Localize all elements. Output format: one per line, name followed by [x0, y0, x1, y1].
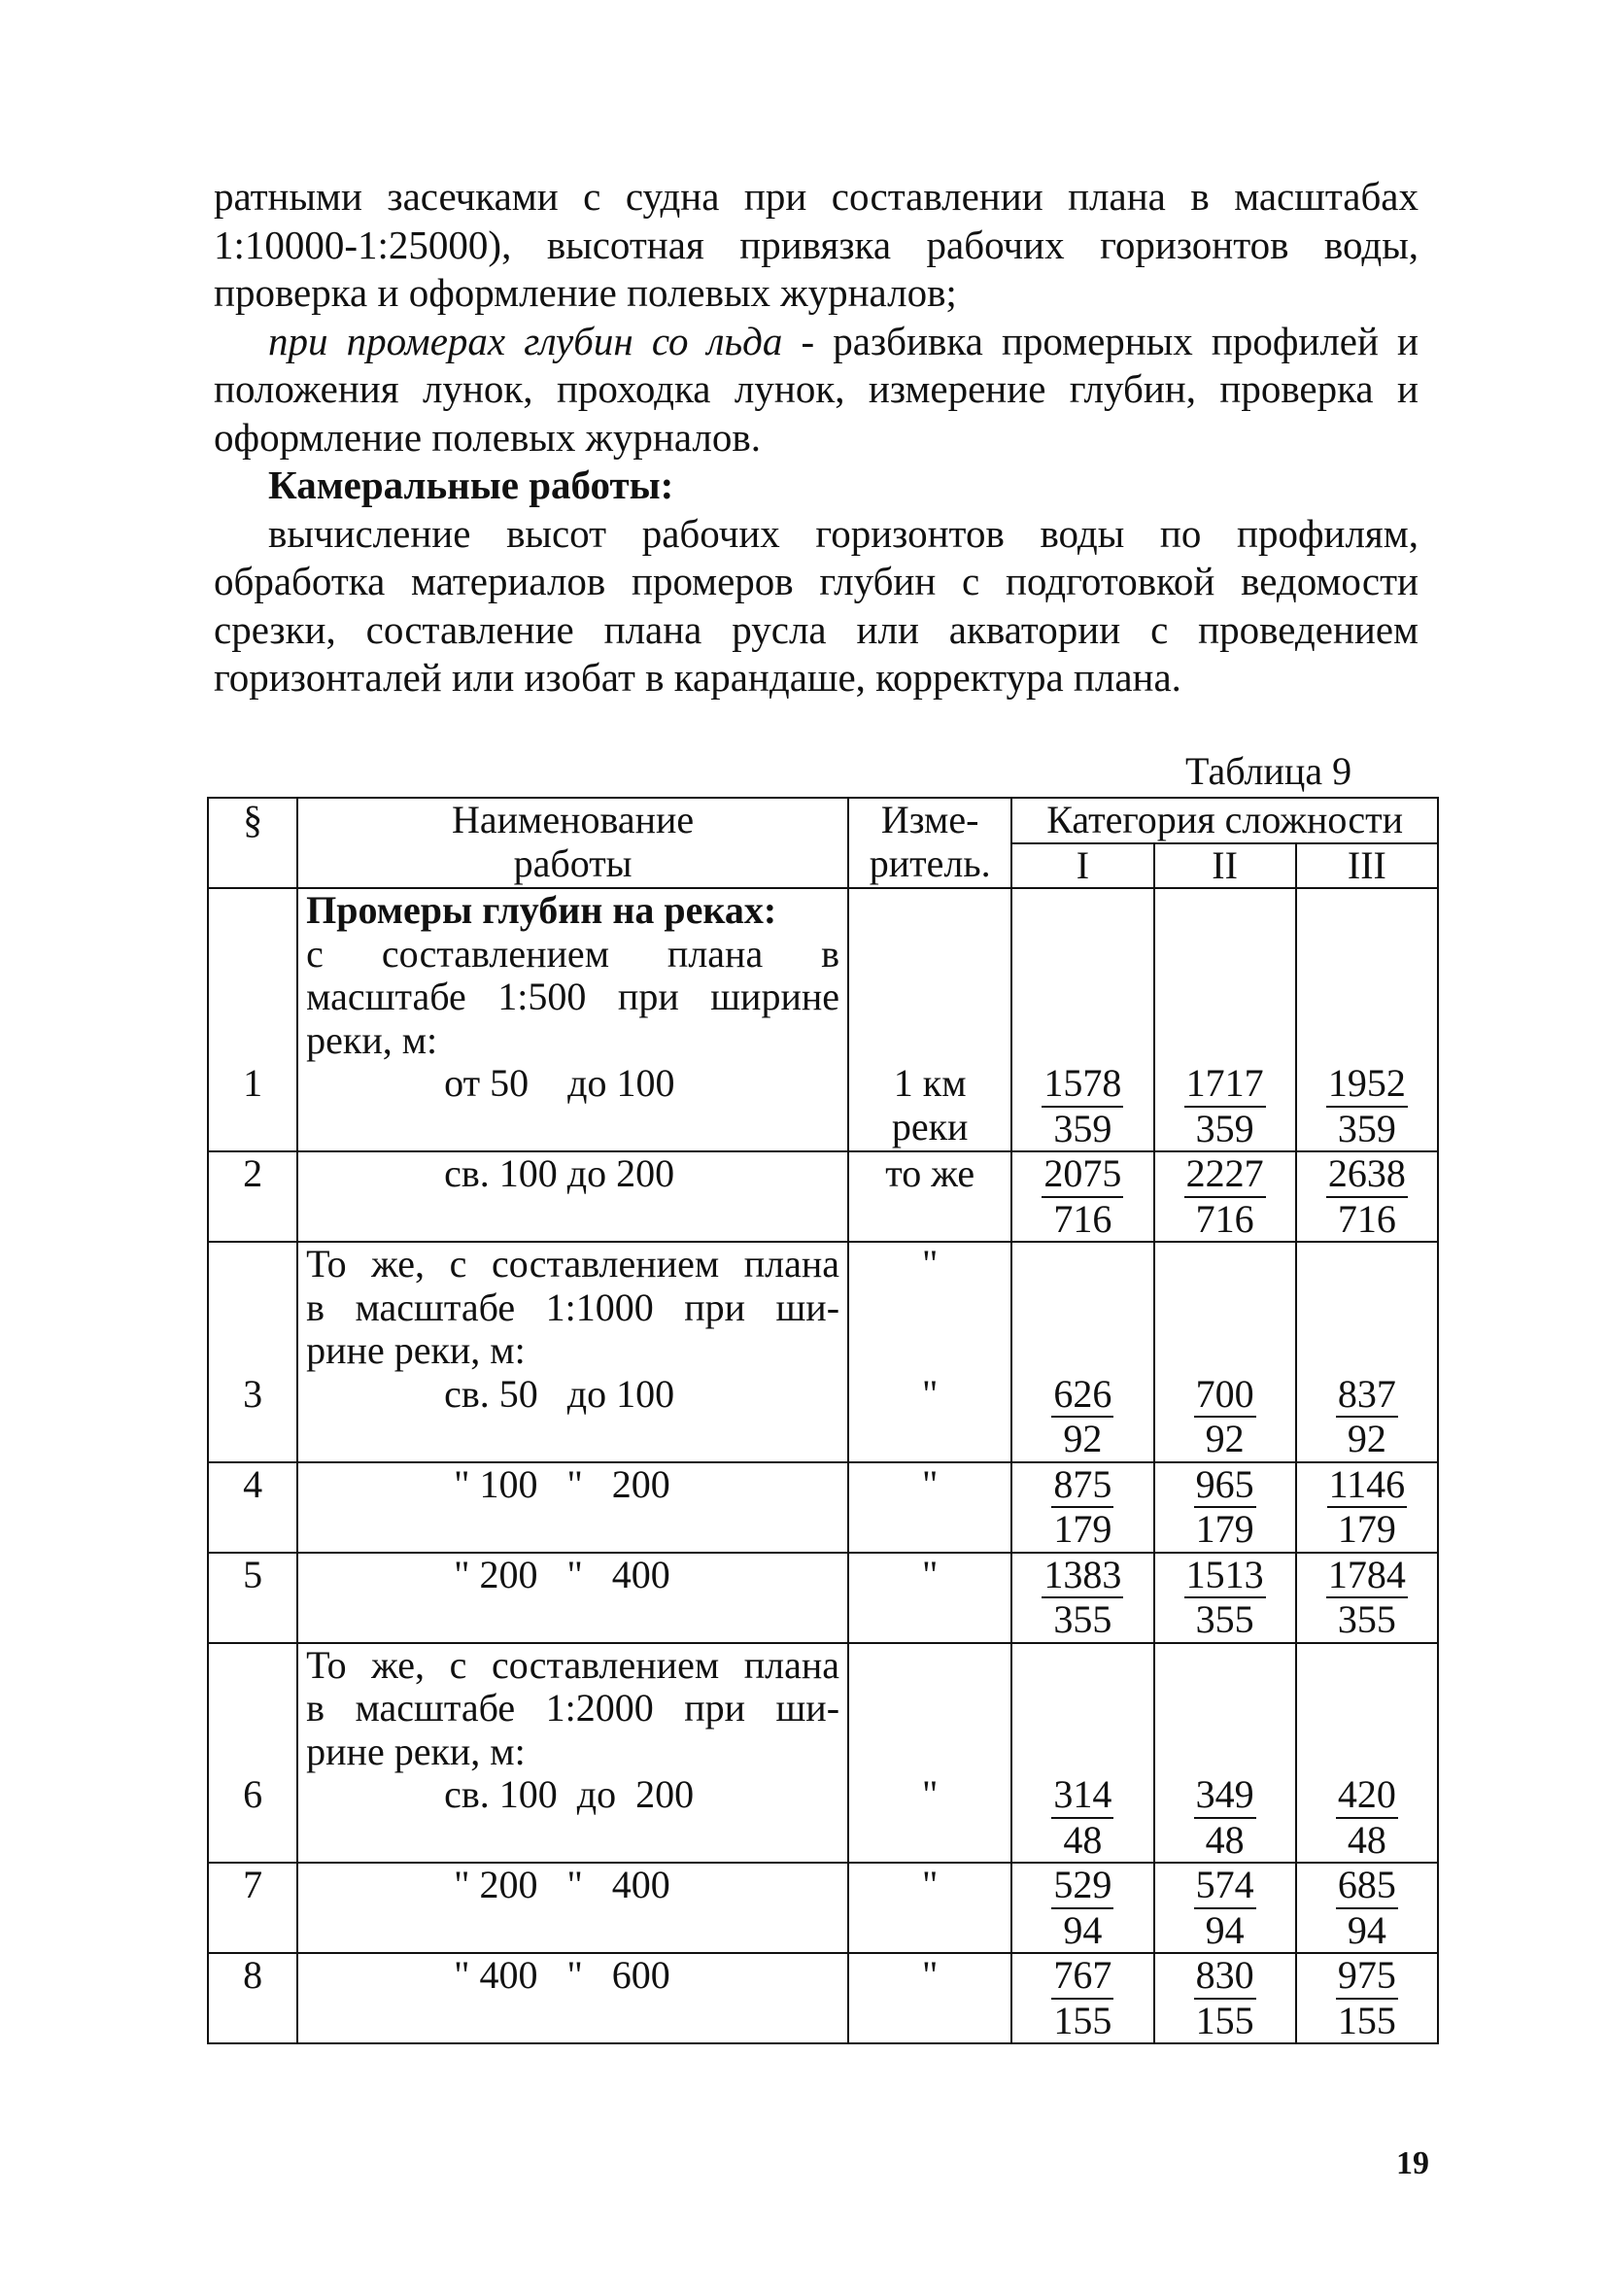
- value-fraction: $\frac{767}{155}$: [1053, 1953, 1112, 2042]
- value-fraction: $\frac{1717}{359}$: [1185, 1061, 1264, 1150]
- unit-cell: [848, 1242, 1011, 1462]
- header-cat-1: I: [1011, 843, 1153, 889]
- value-cell-cat2: [1154, 1462, 1296, 1553]
- paragraph-2-italic: при промерах глубин со льда: [268, 318, 783, 363]
- value-fraction: $\frac{2227}{716}$: [1185, 1151, 1264, 1241]
- work-range: св. 100 до 200: [444, 1151, 675, 1195]
- work-name-cell: [297, 1953, 848, 2043]
- value-fraction: $\frac{685}{94}$: [1337, 1863, 1396, 1952]
- table-row: [208, 1462, 1438, 1553]
- work-name-cell: [297, 1242, 848, 1462]
- group-line: реки, м:: [306, 1017, 438, 1062]
- header-paragraph: §: [208, 798, 297, 888]
- row-number: 2: [208, 1151, 297, 1242]
- value-fraction: $\frac{1578}{359}$: [1043, 1061, 1122, 1150]
- header-name-line2: работы: [513, 840, 633, 885]
- work-name-cell: [297, 888, 848, 1151]
- group-title: Промеры глубин на реках:: [306, 888, 777, 932]
- paragraph-1: ратными засечками с судна при составлении плана в масштабах 1:10000-1:25000), высотная привязка рабочих горизонтов воды, проверка и оформление полевых журналов;: [214, 174, 1419, 315]
- group-unit: ": [922, 1242, 939, 1285]
- value-cell-cat3: [1296, 1863, 1438, 1953]
- value-fraction: $\frac{349}{48}$: [1195, 1772, 1254, 1862]
- unit-line1: 1 км: [893, 1061, 967, 1105]
- value-fraction: $\frac{965}{179}$: [1195, 1461, 1254, 1551]
- value-cell-cat2: [1154, 1863, 1296, 1953]
- work-range: от 50 до 100: [444, 1061, 675, 1105]
- header-cat-3: III: [1296, 843, 1438, 889]
- value-cell-cat3: [1296, 888, 1438, 1151]
- group-line: рине реки, м:: [306, 1328, 526, 1372]
- value-cell-cat1: [1011, 1643, 1153, 1864]
- value-fraction: $\frac{1784}{355}$: [1327, 1552, 1406, 1641]
- row-number: 5: [208, 1553, 297, 1643]
- value-cell-cat2: [1154, 1242, 1296, 1462]
- table-row: [208, 1953, 1438, 2043]
- value-fraction: $\frac{314}{48}$: [1053, 1772, 1112, 1862]
- value-fraction: $\frac{837}{92}$: [1337, 1371, 1396, 1460]
- value-fraction: $\frac{2638}{716}$: [1327, 1151, 1406, 1241]
- header-unit-line2: ритель.: [869, 840, 991, 885]
- paragraph-2-rest: - разбивка промерных профилей и положения лунок, проходка лунок, измерение глубин, проверка и оформление полевых журналов.: [214, 318, 1419, 460]
- unit-line1: ": [922, 1371, 939, 1416]
- work-range: " 200 " 400: [454, 1863, 670, 1906]
- value-fraction: $\frac{1513}{355}$: [1185, 1552, 1264, 1641]
- table-row: [208, 1553, 1438, 1643]
- unit-line1: ": [922, 1772, 939, 1816]
- table-row: [208, 1863, 1438, 1953]
- row-number: 4: [208, 1462, 297, 1553]
- paragraph-3: вычисление высот рабочих горизонтов воды по профилям, обработка материалов промеров глубин с подготовкой ведомости срезки, составление плана русла или акватории с проведением горизонталей или изобат в карандаше, корректура плана.: [214, 510, 1419, 700]
- work-name-cell: [297, 1462, 848, 1553]
- value-fraction: $\frac{875}{179}$: [1053, 1461, 1112, 1551]
- value-cell-cat1: [1011, 1953, 1153, 2043]
- value-cell-cat2: [1154, 1953, 1296, 2043]
- row-number: 1: [243, 1061, 263, 1105]
- group-line: с составлением плана в: [306, 931, 840, 976]
- value-cell-cat1: [1011, 1462, 1153, 1553]
- paragraph-2: [214, 318, 1419, 463]
- pricing-table: [207, 797, 1439, 2044]
- unit-cell: то же: [848, 1151, 1011, 1242]
- header-unit: [848, 798, 1011, 888]
- value-cell-cat2: [1154, 888, 1296, 1151]
- row-number-cell: [208, 1643, 297, 1864]
- value-fraction: $\frac{574}{94}$: [1195, 1863, 1254, 1952]
- unit-line2: реки: [891, 1104, 969, 1148]
- work-name-cell: [297, 1863, 848, 1953]
- row-number-cell: [208, 1242, 297, 1462]
- unit-cell: ": [848, 1462, 1011, 1553]
- value-cell-cat3: [1296, 1553, 1438, 1643]
- unit-cell: [848, 1643, 1011, 1864]
- value-cell-cat3: [1296, 1953, 1438, 2043]
- table-caption: Таблица 9: [1185, 749, 1352, 793]
- row-number: 6: [243, 1772, 263, 1816]
- value-fraction: $\frac{830}{155}$: [1195, 1953, 1254, 2042]
- value-fraction: $\frac{2075}{716}$: [1043, 1151, 1122, 1241]
- value-cell-cat3: [1296, 1151, 1438, 1242]
- value-fraction: $\frac{529}{94}$: [1053, 1863, 1112, 1952]
- row-number: 3: [243, 1371, 263, 1416]
- value-cell-cat1: [1011, 1863, 1153, 1953]
- work-range: " 400 " 600: [454, 1953, 670, 1997]
- value-fraction: $\frac{626}{92}$: [1053, 1371, 1112, 1460]
- value-fraction: $\frac{1146}{179}$: [1328, 1461, 1406, 1551]
- section-heading: Камеральные работы:: [268, 463, 674, 507]
- group-line: в масштабе 1:2000 при ши-: [306, 1686, 840, 1730]
- value-cell-cat2: [1154, 1643, 1296, 1864]
- value-cell-cat1: [1011, 1553, 1153, 1643]
- table-row: [208, 1151, 1438, 1242]
- row-number: 8: [208, 1953, 297, 2043]
- table-row: [208, 1643, 1438, 1864]
- value-cell-cat3: [1296, 1242, 1438, 1462]
- value-cell-cat2: [1154, 1151, 1296, 1242]
- page-number: 19: [1396, 2145, 1429, 2181]
- value-fraction: $\frac{1383}{355}$: [1043, 1552, 1122, 1641]
- value-fraction: $\frac{975}{155}$: [1337, 1953, 1396, 2042]
- group-line: в масштабе 1:1000 при ши-: [306, 1285, 840, 1329]
- work-name-cell: [297, 1151, 848, 1242]
- group-line: То же, с составлением плана: [306, 1242, 840, 1285]
- unit-cell: ": [848, 1953, 1011, 2043]
- work-name-cell: [297, 1643, 848, 1864]
- group-line: масштабе 1:500 при ширине: [306, 975, 840, 1018]
- header-cat-2: II: [1154, 843, 1296, 889]
- value-fraction: $\frac{420}{48}$: [1337, 1772, 1396, 1862]
- body-text: [214, 173, 1419, 703]
- row-number: 7: [208, 1863, 297, 1953]
- header-row-1: [208, 798, 1438, 843]
- unit-cell: ": [848, 1863, 1011, 1953]
- value-cell-cat3: [1296, 1462, 1438, 1553]
- table-row: [208, 1242, 1438, 1462]
- row-number-cell: [208, 888, 297, 1151]
- work-range: " 200 " 400: [454, 1552, 670, 1596]
- header-unit-line1: Изме-: [880, 798, 979, 841]
- header-category: Категория сложности: [1011, 798, 1438, 843]
- header-name: [297, 798, 848, 888]
- value-cell-cat3: [1296, 1643, 1438, 1864]
- group-line: То же, с составлением плана: [306, 1642, 840, 1687]
- value-fraction: $\frac{1952}{359}$: [1327, 1061, 1406, 1150]
- value-cell-cat1: [1011, 1151, 1153, 1242]
- unit-cell: [848, 888, 1011, 1151]
- header-name-line1: Наименование: [451, 798, 695, 841]
- work-range: св. 50 до 100: [444, 1371, 675, 1416]
- work-name-cell: [297, 1553, 848, 1643]
- table-row: [208, 888, 1438, 1151]
- work-range: св. 100 до 200: [444, 1772, 695, 1816]
- work-range: " 100 " 200: [454, 1461, 670, 1506]
- value-cell-cat1: [1011, 888, 1153, 1151]
- unit-cell: ": [848, 1553, 1011, 1643]
- group-line: рине реки, м:: [306, 1729, 526, 1773]
- value-fraction: $\frac{700}{92}$: [1195, 1371, 1254, 1460]
- value-cell-cat2: [1154, 1553, 1296, 1643]
- value-cell-cat1: [1011, 1242, 1153, 1462]
